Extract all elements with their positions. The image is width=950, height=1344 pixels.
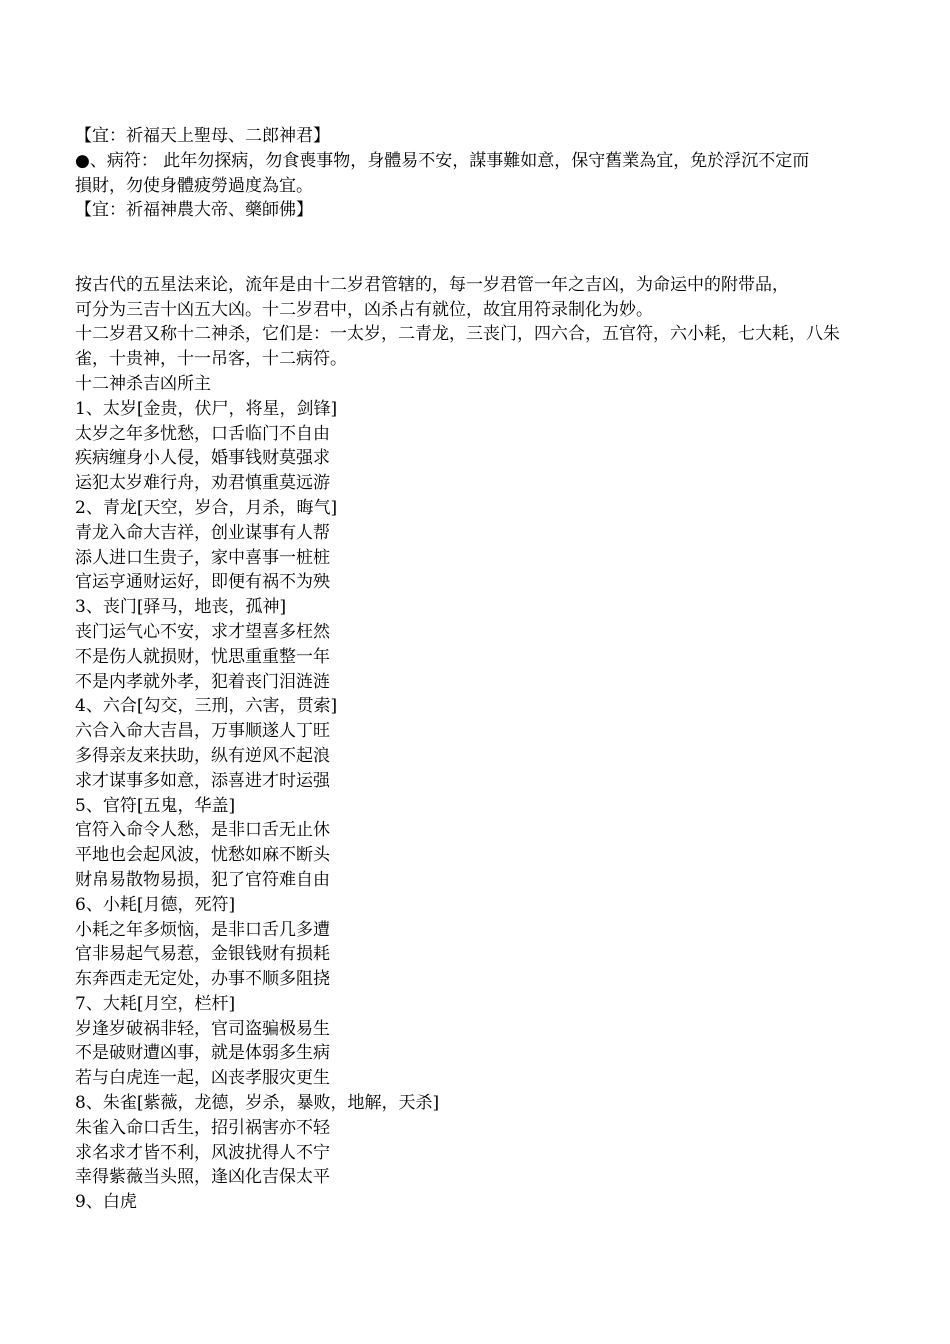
verse-line: 疾病缠身小人侵，婚事钱财莫强求	[75, 448, 330, 469]
god-entry	[75, 595, 875, 694]
verse-line: 幸得紫薇当头照，逢凶化吉保太平	[75, 1167, 330, 1188]
text-line: 損財，勿使身體疲勞過度為宜。	[75, 175, 313, 196]
god-entry	[75, 1190, 875, 1215]
verse-line: 官非易起气易惹，金银钱财有损耗	[75, 944, 330, 965]
verse-line: 丧门运气心不安，求才望喜多枉然	[75, 621, 330, 642]
verse-line: 求才谋事多如意，添喜进才时运强	[75, 770, 330, 791]
verse-line: 官运亨通财运好，即便有祸不为殃	[75, 572, 330, 593]
verse-line: 岁逢岁破祸非轻，官司盗骗极易生	[75, 1018, 330, 1039]
god-heading: 2、青龙[天空，岁合，月杀，晦气]	[75, 497, 338, 518]
god-heading: 6、小耗[月德，死符]	[75, 894, 236, 915]
text-line: ●、病符： 此年勿探病，勿食喪事物，身體易不安，謀事難如意，保守舊業為宜，免於浮沉不定而	[75, 150, 810, 171]
god-entry	[75, 992, 875, 1091]
text-line: 【宜：祈福神農大帝、藥師佛】	[75, 200, 313, 221]
verse-line: 运犯太岁难行舟，劝君慎重莫远游	[75, 473, 330, 494]
god-entry	[75, 893, 875, 992]
god-heading: 5、官符[五鬼，华盖]	[75, 795, 236, 816]
verse-line: 青龙入命大吉祥，创业谋事有人帮	[75, 522, 330, 543]
god-entry	[75, 397, 875, 496]
god-entry	[75, 496, 875, 595]
top-block	[75, 124, 875, 223]
god-heading: 3、丧门[驿马，地丧，孤神]	[75, 597, 287, 618]
god-heading: 9、白虎	[75, 1192, 137, 1213]
text-line: 雀，十贵神，十一吊客，十二病符。	[75, 349, 347, 370]
verse-line: 求名求才皆不利，风波扰得人不宁	[75, 1142, 330, 1163]
verse-line: 不是内孝就外孝，犯着丧门泪涟涟	[75, 671, 330, 692]
text-line: 【宜：祈福天上聖母、二郎神君】	[75, 126, 330, 146]
text-line: 十二岁君又称十二神杀，它们是：一太岁，二青龙，三丧门，四六合，五官符，六小耗，七大耗，八朱	[75, 324, 840, 345]
verse-line: 多得亲友来扶助，纵有逆风不起浪	[75, 745, 330, 766]
god-entry	[75, 694, 875, 793]
verse-line: 太岁之年多忧愁，口舌临门不自由	[75, 423, 330, 444]
verse-line: 平地也会起风波，忧愁如麻不断头	[75, 845, 330, 866]
intro-block	[75, 273, 875, 397]
god-heading: 7、大耗[月空，栏杆]	[75, 993, 236, 1014]
verse-line: 朱雀入命口舌生，招引祸害亦不轻	[75, 1117, 330, 1138]
verse-line: 小耗之年多烦恼，是非口舌几多遭	[75, 919, 330, 940]
text-line: 可分为三吉十凶五大凶。十二岁君中，凶杀占有就位，故宜用符录制化为妙。	[75, 299, 653, 320]
verse-line: 六合入命大吉昌，万事顺遂人丁旺	[75, 721, 330, 742]
verse-line: 不是伤人就损财，忧思重重整一年	[75, 646, 330, 667]
verse-line: 东奔西走无定处，办事不顺多阻挠	[75, 969, 330, 990]
god-entry	[75, 794, 875, 893]
document-page	[75, 124, 875, 1215]
section-title: 十二神杀吉凶所主	[75, 373, 211, 394]
god-heading: 4、六合[勾交，三刑，六害，贯索]	[75, 696, 338, 717]
god-heading: 1、太岁[金贵，伏尸，将星，剑锋]	[75, 398, 338, 419]
text-line: 按古代的五星法来论，流年是由十二岁君管辖的，每一岁君管一年之吉凶，为命运中的附带品，	[75, 274, 789, 295]
god-entry	[75, 1091, 875, 1190]
verse-line: 若与白虎连一起，凶丧孝服灾更生	[75, 1068, 330, 1089]
verse-line: 添人进口生贵子，家中喜事一桩桩	[75, 547, 330, 568]
god-heading: 8、朱雀[紫薇，龙德，岁杀，暴败，地解，天杀]	[75, 1093, 440, 1114]
verse-line: 不是破财遭凶事，就是体弱多生病	[75, 1043, 330, 1064]
gods-list	[75, 397, 875, 1215]
paragraph-gap	[75, 223, 875, 273]
verse-line: 官符入命令人愁，是非口舌无止休	[75, 820, 330, 841]
verse-line: 财帛易散物易损，犯了官符难自由	[75, 869, 330, 890]
